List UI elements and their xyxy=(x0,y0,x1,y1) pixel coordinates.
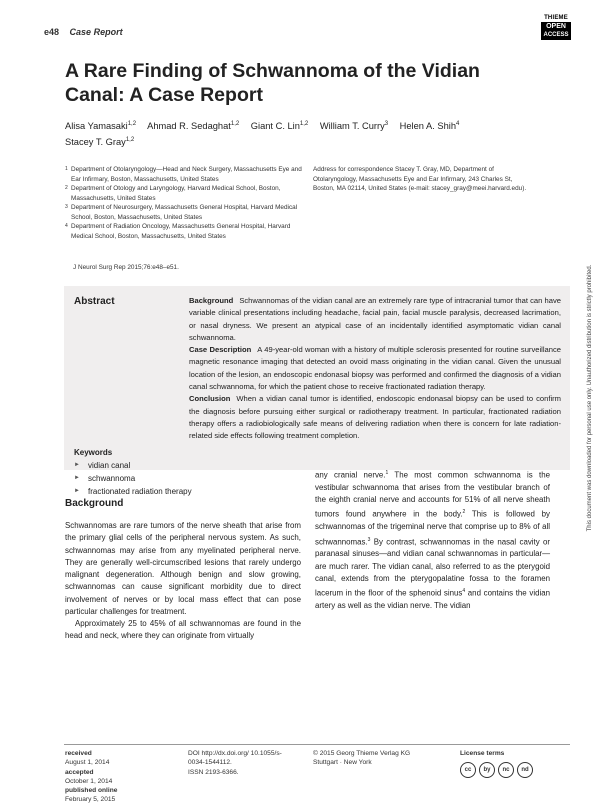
reference-link[interactable]: 2 xyxy=(462,509,466,516)
logo-line1: THIEME xyxy=(544,15,568,21)
dates-block: received August 1, 2014 accepted October 1, 2014 published online February 5, 2015 xyxy=(65,750,118,804)
page-number: e48 xyxy=(44,27,60,37)
reference-link[interactable]: 3 xyxy=(367,536,371,543)
running-header xyxy=(44,27,123,37)
keyword-item: ► schwannoma xyxy=(74,472,198,485)
affiliation: 1 Department of Otolaryngology—Head and Neck Surgery, Massachusetts Eye and Ear Infirmary, Boston, Massachusetts, United States xyxy=(65,166,302,183)
license-block xyxy=(460,749,560,778)
footer-divider xyxy=(64,744,570,745)
issn: ISSN 2193-6366. xyxy=(188,768,239,776)
author-list xyxy=(65,117,535,149)
affiliation: 4 Department of Radiation Oncology, Massachusetts General Hospital, Harvard Medical School, Boston, Massachusetts, United States xyxy=(65,223,291,240)
thieme-open-access-logo xyxy=(541,15,571,40)
keywords-label: Keywords xyxy=(74,448,113,457)
author[interactable]: William T. Curry$^3$ xyxy=(319,121,389,132)
author[interactable]: Alisa Yamasaki$^{1,2}$ xyxy=(65,121,137,132)
reference-link[interactable]: 4 xyxy=(462,588,466,595)
section-heading-background: Background xyxy=(65,498,124,509)
abstract-background: Background Schwannomas of the vidian canal are an extremely rare type of intracranial tumor that can have variable clinical presentations including headache, facial pain, facial muscle paralysis, decreased lacrimation, or nasal dryness. We present an atypical case of an incidentally identified asymptomatic vidian canal schwannoma. xyxy=(189,296,561,342)
by-icon: by xyxy=(479,762,495,778)
article-title: A Rare Finding of Schwannoma of the Vidian Canal: A Case Report xyxy=(65,60,480,106)
author[interactable]: Helen A. Shih$^4$ xyxy=(399,121,460,132)
keywords xyxy=(74,446,198,498)
body-column-right xyxy=(315,467,550,612)
download-notice: This document was downloaded for personal use only. Unauthorized distribution is strictly prohibited. xyxy=(587,264,593,532)
affiliations xyxy=(65,165,310,241)
logo-line2: OPEN xyxy=(541,22,571,32)
author[interactable]: Ahmad R. Sedaghat$^{1,2}$ xyxy=(147,121,240,132)
keyword-item: ► fractionated radiation therapy xyxy=(74,485,198,498)
cc-icon: cc xyxy=(460,762,476,778)
body-column-left xyxy=(65,520,301,643)
logo-line3: ACCESS xyxy=(541,32,571,40)
affiliation: 2 Department of Otology and Laryngology, Harvard Medical School, Boston, Massachusetts, United States xyxy=(65,185,281,202)
journal-citation: J Neurol Surg Rep 2015;76:e48–e51. xyxy=(73,264,179,271)
side-watermark xyxy=(584,120,596,680)
doi-link[interactable]: DOI http://dx.doi.org/ 10.1055/s-0034-1544112. xyxy=(188,750,282,767)
nc-icon: nc xyxy=(498,762,514,778)
running-title: Case Report xyxy=(69,27,123,37)
nd-icon: nd xyxy=(517,762,533,778)
abstract-conclusion: Conclusion When a vidian canal tumor is identified, endoscopic endonasal biopsy can be used to confirm the diagnosis before pursuing either surgical or radiotherapy treatment. In particular, fractionated radiation therapy offers a radiobiologically safe means of delivering radiation when there is concern for late radiation-related side effects following treatment completion. xyxy=(189,394,561,441)
reference-link[interactable]: 1 xyxy=(385,470,389,476)
cc-license-icons[interactable] xyxy=(460,762,560,778)
abstract-case-description: Case Description A 49-year-old woman with a history of multiple sclerosis presented for routine surveillance magnetic resonance imaging that detected an ovoid mass originating in the vidian canal. Given the unusual location of the lesion, an endoscopic endonasal biopsy was performed and confirmed the diagnosis of a vidian canal schwannoma, for which the patient chose to receive fractionated radiation therapy. xyxy=(189,345,562,392)
copyright: © 2015 Georg Thieme Verlag KG Stuttgart · New York xyxy=(313,750,411,767)
keyword-item: ► vidian canal xyxy=(74,459,198,472)
paragraph: any cranial nerve.$^1$ The most common schwannoma is the vestibular schwannoma that arises from the vestibular branch of the eighth cranial nerve and accounts for 51% of all nerve sheath tumors found anywhere in the body.$^2$ This is followed by schwannomas of the trigeminal nerve that comprise up to 8% of all schwannomas.$^3$ By contrast, schwannomas in the nasal cavity or paranasal sinuses—and vidian canal schwannomas in particular—are much rarer. The vidian canal, also referred to as the pterygoid canal, extends from the pterygopalatine fossa to the foramen lacerum in the floor of the sphenoid sinus$^4$ and contains the vidian artery as well as the vidian nerve. The vidian xyxy=(315,470,550,610)
abstract-label: Abstract xyxy=(74,296,115,307)
doi-block xyxy=(188,749,298,777)
affiliation: 3 Department of Neurosurgery, Massachusetts General Hospital, Harvard Medical School, Boston, Massachusetts, United States xyxy=(65,204,298,221)
license-terms-link[interactable]: License terms xyxy=(460,750,505,757)
correspondence-address: Address for correspondence Stacey T. Gray, MD, Department of Otolaryngology, Massachusetts Eye and Ear Infirmary, 243 Charles St, Boston, MA 02114, United States (e-mail: stacey_gray@meei.harvard.edu). xyxy=(313,166,527,192)
paragraph: Approximately 25 to 45% of all schwannomas are found in the head and neck, where they can originate from virtually xyxy=(65,619,301,641)
abstract-text xyxy=(189,295,561,443)
paragraph: Schwannomas are rare tumors of the nerve sheath that arise from the primary glial cells of the peripheral nervous system. As such, schwannomas may arise from any myelinated peripheral nerve. They are generally well-circumscribed lesions that rarely undergo malignant degeneration. Although benign and slow growing, schwannomas can cause significant morbidity due to direct involvement of nerves or by local mass effect that can pose particular challenges for treatment. xyxy=(65,521,301,616)
author[interactable]: Stacey T. Gray$^{1,2}$ xyxy=(65,137,135,148)
author[interactable]: Giant C. Lin$^{1,2}$ xyxy=(250,121,309,132)
